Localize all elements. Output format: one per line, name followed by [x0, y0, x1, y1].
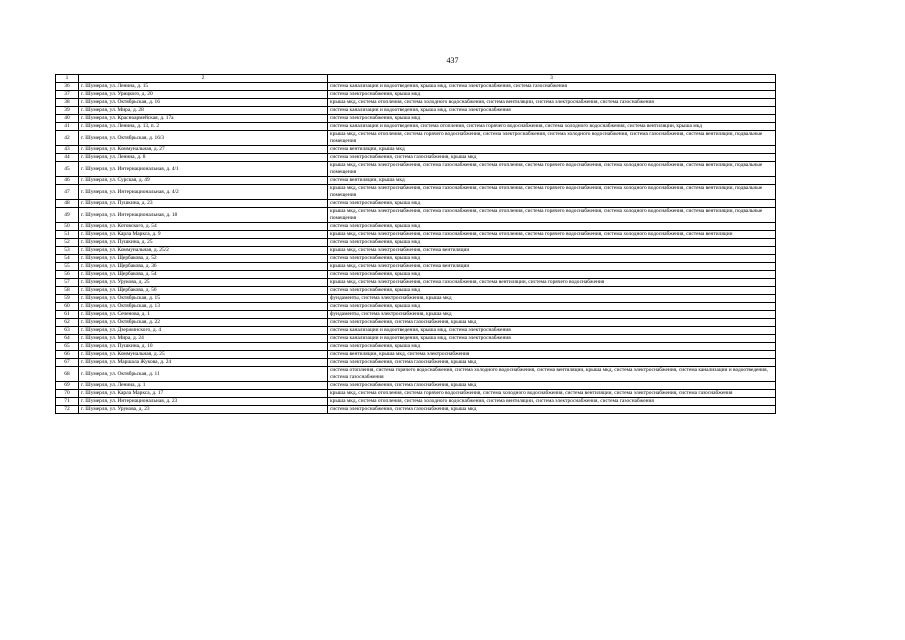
- table-row: [56, 382, 776, 390]
- address-cell: г. Шумерля, ул. Интернациональная, д. 18: [79, 208, 328, 223]
- address-cell: г. Шумерля, ул. Октябрьская, д. 13: [79, 303, 328, 311]
- row-number-cell: 66: [56, 351, 79, 359]
- table-row: [56, 303, 776, 311]
- table-row: [56, 107, 776, 115]
- systems-cell: фундаменты, система электроснабжения, крыша мкд: [328, 311, 776, 319]
- address-cell: г. Шумерля, ул. Ленина, д. 8: [79, 154, 328, 162]
- systems-cell: крыша мкд, система электроснабжения, система газоснабжения, система отопления, система горячего водоснабжения, система холодного водоснабжения, система вентиляции, подвальные помещения: [328, 162, 776, 177]
- row-number-cell: 70: [56, 390, 79, 398]
- systems-cell: крыша мкд, система отопления, система холодного водоснабжения, система вентиляции, система электроснабжения, система газоснабжения: [328, 398, 776, 406]
- table-row: [56, 247, 776, 255]
- systems-cell: система электроснабжения, крыша мкд: [328, 255, 776, 263]
- table-row: [56, 351, 776, 359]
- table-row: [56, 154, 776, 162]
- row-number-cell: 38: [56, 99, 79, 107]
- systems-cell: система отопления, система горячего водоснабжения, система холодного водоснабжения, система вентиляции, крыша мкд, система электроснабжения, система канализации и водоотведения, система газоснабжения: [328, 367, 776, 382]
- row-number-cell: 68: [56, 367, 79, 382]
- table-row: [56, 319, 776, 327]
- row-number-cell: 71: [56, 398, 79, 406]
- address-cell: г. Шумерля, ул. Щербакова, д. 52: [79, 255, 328, 263]
- buildings-table: [55, 74, 776, 414]
- row-number-cell: 55: [56, 263, 79, 271]
- row-number-cell: 48: [56, 200, 79, 208]
- row-number-cell: 54: [56, 255, 79, 263]
- table-row: [56, 327, 776, 335]
- systems-cell: система электроснабжения, крыша мкд: [328, 223, 776, 231]
- row-number-cell: 62: [56, 319, 79, 327]
- systems-cell: система канализации и водоотведения, крыша мкд, система электроснабжения: [328, 335, 776, 343]
- row-number-cell: 42: [56, 131, 79, 146]
- systems-cell: система электроснабжения, крыша мкд: [328, 271, 776, 279]
- address-cell: г. Шумерля, ул. Интернациональная, д. 4/2: [79, 185, 328, 200]
- address-cell: г. Шумерля, ул. Октябрьская, д. 11: [79, 367, 328, 382]
- table-row: [56, 131, 776, 146]
- address-cell: г. Шумерля, ул. Красноармейская, д. 17а: [79, 115, 328, 123]
- systems-cell: система канализации и водоотведения, система отопления, система горячего водоснабжения, система холодного водоснабжения, система вентиляции, крыша мкд: [328, 123, 776, 131]
- address-cell: г. Шумерля, ул. Ленина, д. 13, п. 2: [79, 123, 328, 131]
- row-number-cell: 59: [56, 295, 79, 303]
- address-cell: г. Шумерля, ул. Щербакова, д. 56: [79, 287, 328, 295]
- address-cell: г. Шумерля, ул. Пушкина, д. 23: [79, 200, 328, 208]
- row-number-cell: 57: [56, 279, 79, 287]
- table-row: [56, 177, 776, 185]
- systems-cell: система вентиляции, крыша мкд, система электроснабжения: [328, 351, 776, 359]
- row-number-cell: 37: [56, 91, 79, 99]
- table-row: [56, 335, 776, 343]
- systems-cell: система электроснабжения, крыша мкд: [328, 287, 776, 295]
- row-number-cell: 61: [56, 311, 79, 319]
- row-number-cell: 47: [56, 185, 79, 200]
- systems-cell: система канализации и водоотведения, крыша мкд, система электроснабжения, система газоснабжения: [328, 83, 776, 91]
- row-number-cell: 43: [56, 146, 79, 154]
- row-number-cell: 36: [56, 83, 79, 91]
- row-number-cell: 45: [56, 162, 79, 177]
- table-row: [56, 359, 776, 367]
- row-number-cell: 58: [56, 287, 79, 295]
- systems-cell: система электроснабжения, крыша мкд: [328, 239, 776, 247]
- address-cell: г. Шумерля, ул. Сурская, д. 49: [79, 177, 328, 185]
- address-cell: г. Шумерля, ул. Октябрьская, д. 22: [79, 319, 328, 327]
- table-row: [56, 263, 776, 271]
- table-row: [56, 231, 776, 239]
- column-header-1: 1: [56, 75, 79, 83]
- address-cell: г. Шумерля, ул. Дзержинского, д. 4: [79, 327, 328, 335]
- systems-cell: система канализации и водоотведения, крыша мкд, система электроснабжения: [328, 107, 776, 115]
- address-cell: г. Шумерля, ул. Октябрьская, д. 16: [79, 99, 328, 107]
- column-header-3: 3: [328, 75, 776, 83]
- table-row: [56, 311, 776, 319]
- systems-cell: крыша мкд, система электроснабжения, система вентиляции: [328, 263, 776, 271]
- table-row: [56, 406, 776, 414]
- address-cell: г. Шумерля, ул. Щербакова, д. 36: [79, 263, 328, 271]
- table-row: [56, 123, 776, 131]
- table-row: [56, 279, 776, 287]
- table-row: [56, 91, 776, 99]
- address-cell: г. Шумерля, ул. Урицкого, д. 20: [79, 91, 328, 99]
- address-cell: г. Шумерля, ул. Интернациональная, д. 23: [79, 398, 328, 406]
- systems-cell: система электроснабжения, крыша мкд: [328, 91, 776, 99]
- table-row: [56, 200, 776, 208]
- systems-cell: система электроснабжения, система газоснабжения, крыша мкд: [328, 382, 776, 390]
- address-cell: г. Шумерля, ул. Маршала Жукова, д. 24: [79, 359, 328, 367]
- systems-cell: крыша мкд, система отопления, система горячего водоснабжения, система электроснабжения, система холодного водоснабжения, система газоснабжения, система вентиляции, подвальные помещения: [328, 131, 776, 146]
- table-row: [56, 390, 776, 398]
- row-number-cell: 51: [56, 231, 79, 239]
- address-cell: г. Шумерля, ул. Пушкина, д. 10: [79, 343, 328, 351]
- row-number-cell: 41: [56, 123, 79, 131]
- table-row: [56, 185, 776, 200]
- address-cell: г. Шумерля, ул. Ленина, д. 15: [79, 83, 328, 91]
- table-row: [56, 287, 776, 295]
- systems-cell: крыша мкд, система электроснабжения, система газоснабжения, система отопления, система горячего водоснабжения, система холодного водоснабжения, система вентиляции: [328, 231, 776, 239]
- row-number-cell: 69: [56, 382, 79, 390]
- systems-cell: крыша мкд, система электроснабжения, система вентиляции: [328, 247, 776, 255]
- address-cell: г. Шумерля, ул. Коммунальная, д. 25: [79, 351, 328, 359]
- row-number-cell: 53: [56, 247, 79, 255]
- address-cell: г. Шумерля, ул. Карла Маркса, д. 17: [79, 390, 328, 398]
- systems-cell: крыша мкд, система электроснабжения, система газоснабжения, система отопления, система горячего водоснабжения, система холодного водоснабжения, система вентиляции, подвальные помещения: [328, 208, 776, 223]
- address-cell: г. Шумерля, ул. Октябрьская, д. 16/3: [79, 131, 328, 146]
- address-cell: г. Шумерля, ул. Пушкина, д. 25: [79, 239, 328, 247]
- row-number-cell: 39: [56, 107, 79, 115]
- systems-cell: система электроснабжения, крыша мкд: [328, 303, 776, 311]
- row-number-cell: 72: [56, 406, 79, 414]
- systems-cell: система электроснабжения, система газоснабжения, крыша мкд: [328, 406, 776, 414]
- table-row: [56, 271, 776, 279]
- systems-cell: система электроснабжения, крыша мкд: [328, 343, 776, 351]
- row-number-cell: 46: [56, 177, 79, 185]
- systems-cell: фундаменты, система электроснабжения, крыша мкд: [328, 295, 776, 303]
- table-row: [56, 398, 776, 406]
- address-cell: г. Шумерля, ул. Карла Маркса, д. 9: [79, 231, 328, 239]
- table-row: [56, 99, 776, 107]
- address-cell: г. Шумерля, ул. Коммунальная, д. 27: [79, 146, 328, 154]
- address-cell: г. Шумерля, ул. Урукова, д. 23: [79, 406, 328, 414]
- row-number-cell: 44: [56, 154, 79, 162]
- row-number-cell: 60: [56, 303, 79, 311]
- row-number-cell: 67: [56, 359, 79, 367]
- row-number-cell: 49: [56, 208, 79, 223]
- address-cell: г. Шумерля, ул. Ленина, д. 1: [79, 382, 328, 390]
- row-number-cell: 65: [56, 343, 79, 351]
- systems-cell: крыша мкд, система отопления, система горячего водоснабжения, система холодного водоснабжения, система вентиляции, система электроснабжения, система газоснабжения: [328, 390, 776, 398]
- table-row: [56, 343, 776, 351]
- table-row: [56, 239, 776, 247]
- table-row: [56, 255, 776, 263]
- systems-cell: система электроснабжения, система газоснабжения, крыша мкд: [328, 359, 776, 367]
- table-row: [56, 162, 776, 177]
- row-number-cell: 52: [56, 239, 79, 247]
- column-header-2: 2: [79, 75, 328, 83]
- systems-cell: система электроснабжения, крыша мкд: [328, 200, 776, 208]
- table-row: [56, 208, 776, 223]
- address-cell: г. Шумерля, ул. Интернациональная, д. 4/1: [79, 162, 328, 177]
- table-header-row: [56, 75, 776, 83]
- row-number-cell: 56: [56, 271, 79, 279]
- systems-cell: система электроснабжения, крыша мкд: [328, 115, 776, 123]
- address-cell: г. Шумерля, ул. Урукова, д. 25: [79, 279, 328, 287]
- table-row: [56, 367, 776, 382]
- address-cell: г. Шумерля, ул. Коммунальная, д. 25/2: [79, 247, 328, 255]
- table-row: [56, 146, 776, 154]
- row-number-cell: 64: [56, 335, 79, 343]
- address-cell: г. Шумерля, ул. Октябрьская, д. 15: [79, 295, 328, 303]
- address-cell: г. Шумерля, ул. Мира, д. 28: [79, 107, 328, 115]
- systems-cell: система электроснабжения, система газоснабжения, крыша мкд: [328, 319, 776, 327]
- table-row: [56, 223, 776, 231]
- row-number-cell: 63: [56, 327, 79, 335]
- systems-cell: крыша мкд, система отопления, система холодного водоснабжения, система вентиляции, система электроснабжения, система газоснабжения: [328, 99, 776, 107]
- table-row: [56, 115, 776, 123]
- table-row: [56, 83, 776, 91]
- address-cell: г. Шумерля, ул. Сеченова, д. 1: [79, 311, 328, 319]
- systems-cell: система вентиляции, крыша мкд: [328, 177, 776, 185]
- address-cell: г. Шумерля, ул. Мира, д. 24: [79, 335, 328, 343]
- row-number-cell: 50: [56, 223, 79, 231]
- row-number-cell: 40: [56, 115, 79, 123]
- table-body: [56, 75, 776, 414]
- systems-cell: система вентиляции, крыша мкд: [328, 146, 776, 154]
- address-cell: г. Шумерля, ул. Котовского, д. 54: [79, 223, 328, 231]
- systems-cell: система канализации и водоотведения, крыша мкд, система электроснабжения: [328, 327, 776, 335]
- table-row: [56, 295, 776, 303]
- systems-cell: крыша мкд, система электроснабжения, система газоснабжения, система вентиляции, система горячего водоснабжения: [328, 279, 776, 287]
- systems-cell: система электроснабжения, система газоснабжения, крыша мкд: [328, 154, 776, 162]
- address-cell: г. Шумерля, ул. Щербакова, д. 54: [79, 271, 328, 279]
- systems-cell: крыша мкд, система электроснабжения, система газоснабжения, система отопления, система горячего водоснабжения, система холодного водоснабжения, система вентиляции, подвальные помещения: [328, 185, 776, 200]
- page-number: 437: [446, 56, 459, 65]
